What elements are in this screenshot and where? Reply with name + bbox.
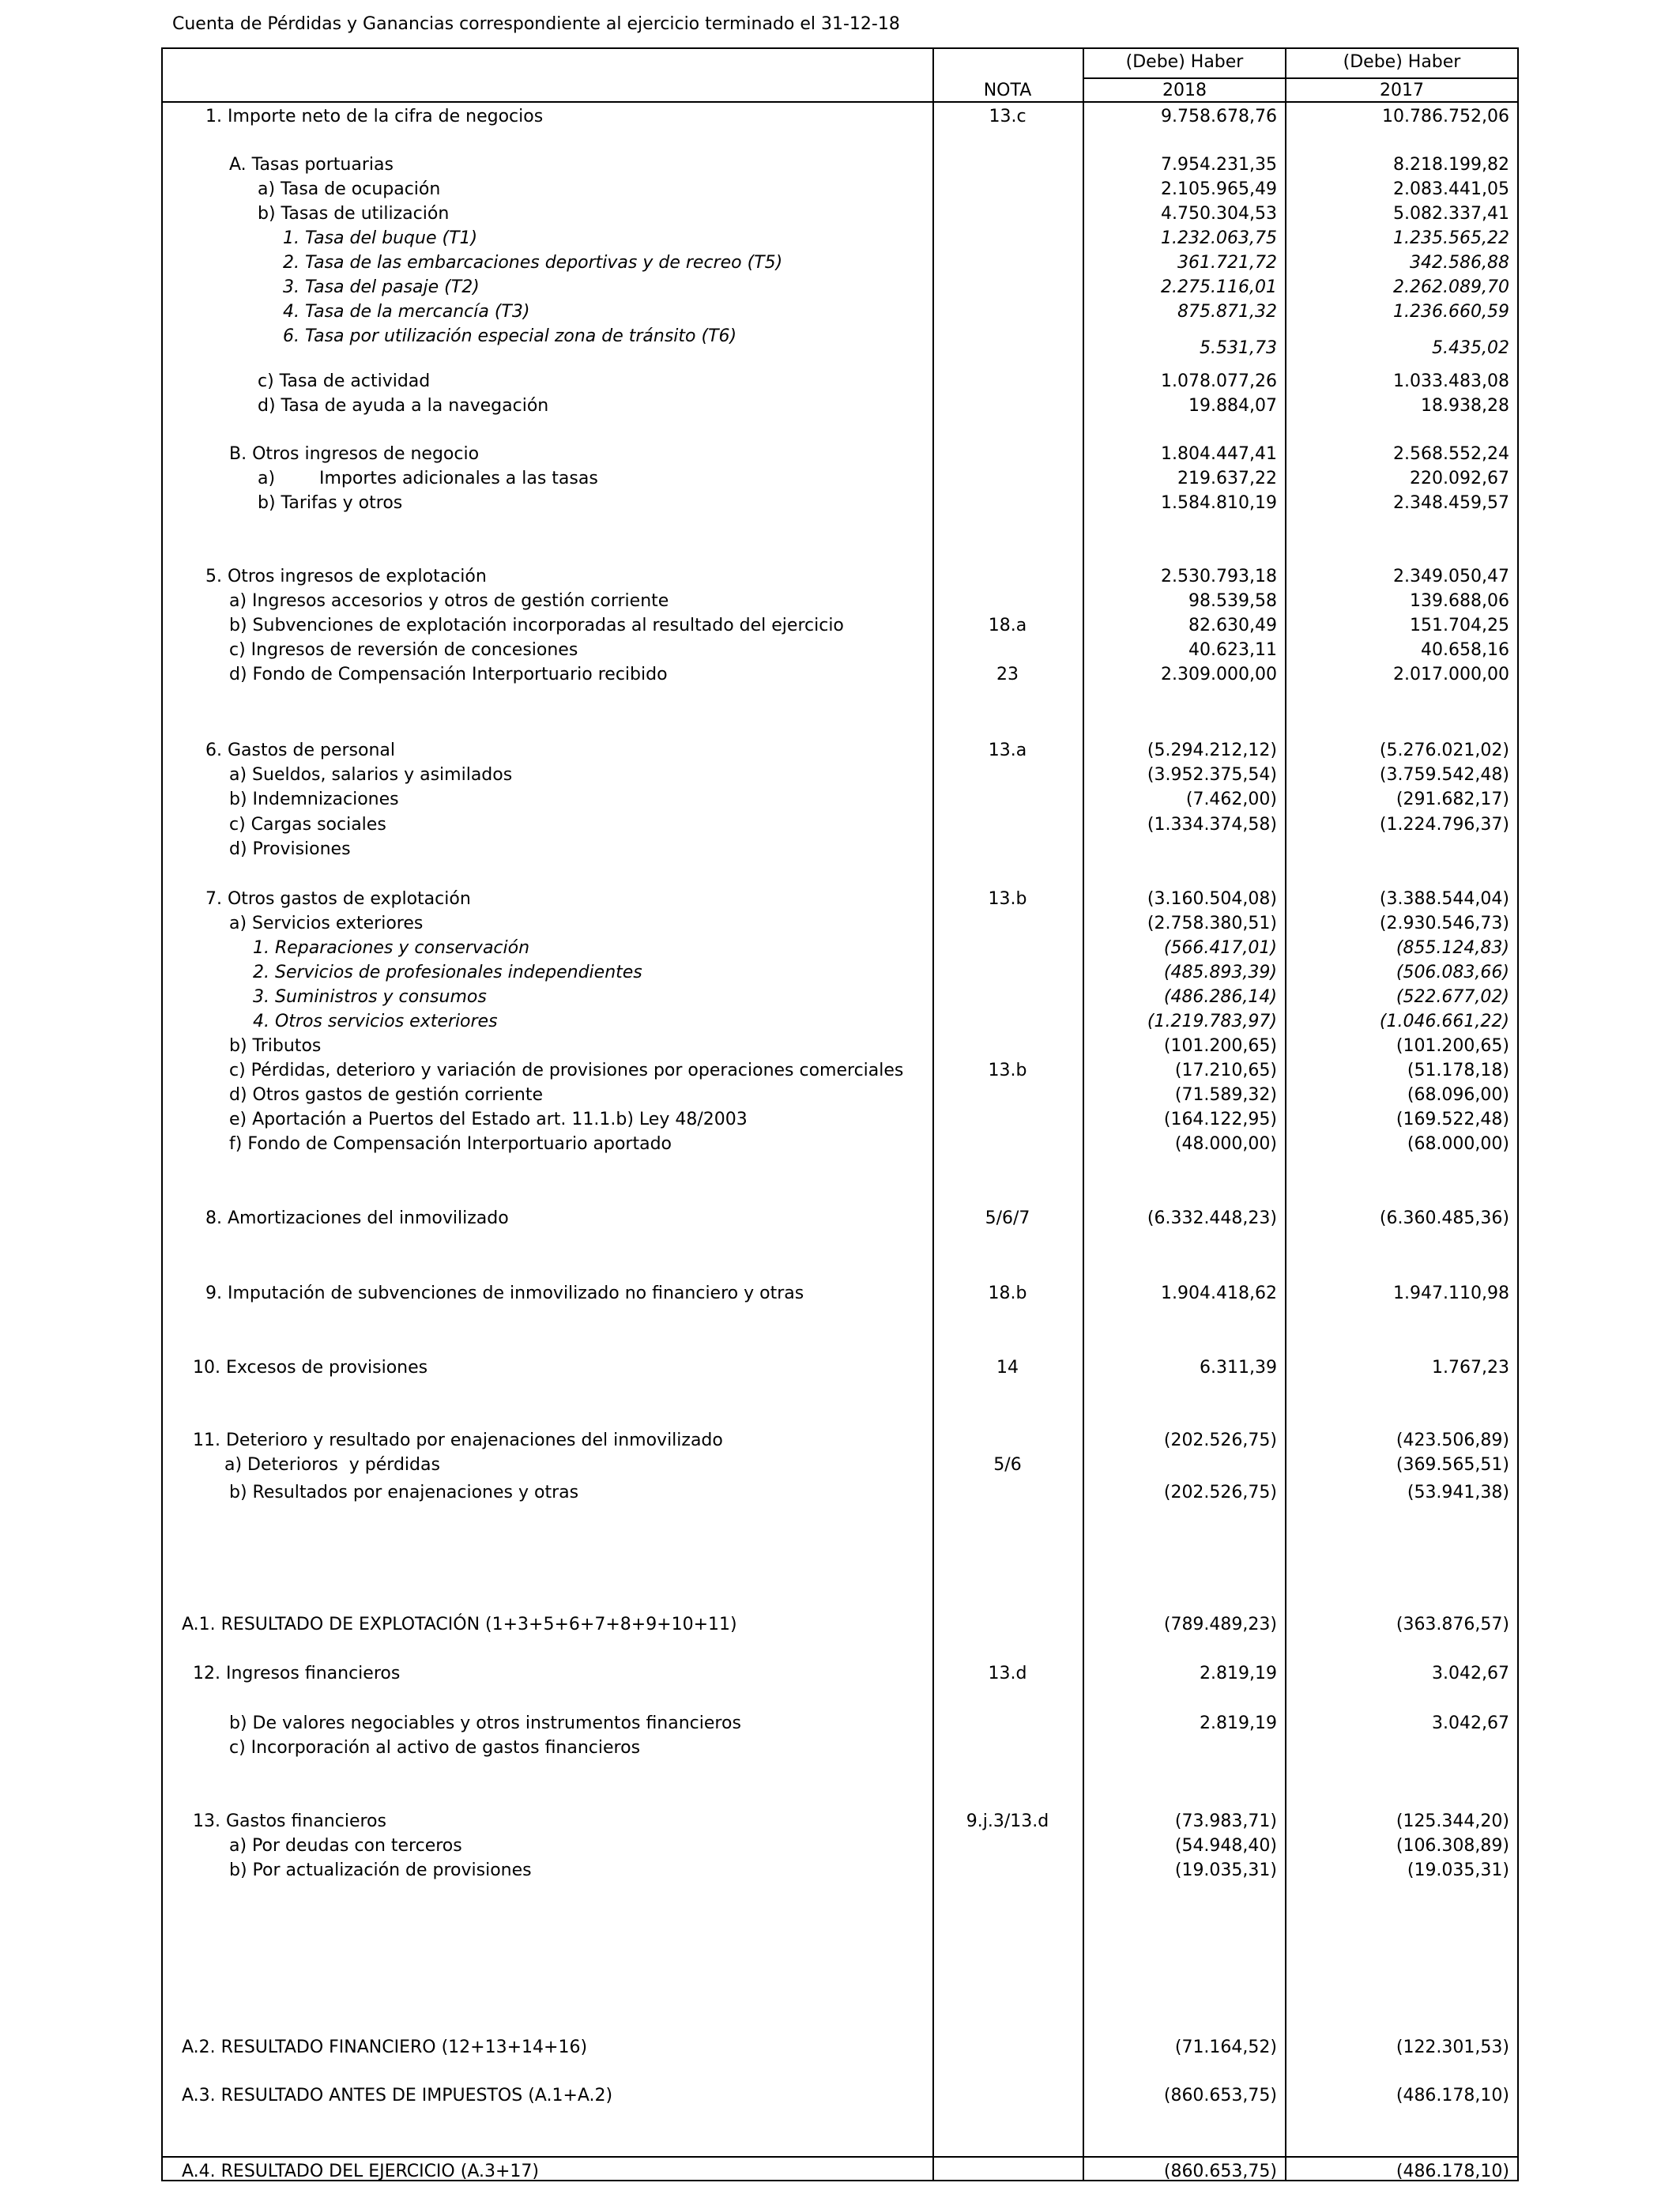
row-value-2017: (68.000,00) bbox=[1407, 1134, 1509, 1154]
table-row bbox=[0, 1282, 1680, 1306]
row-value-2017: 2.083.441,05 bbox=[1393, 179, 1509, 199]
row-value-2017: 3.042,67 bbox=[1432, 1664, 1509, 1683]
row-nota: 23 bbox=[996, 665, 1019, 684]
row-value-2017: 1.767,23 bbox=[1432, 1358, 1509, 1378]
row-value-2017: (1.224.796,37) bbox=[1379, 815, 1509, 835]
table-row bbox=[0, 1084, 1680, 1107]
row-value-2017: 10.786.752,06 bbox=[1382, 107, 1509, 126]
row-value-2018: (48.000,00) bbox=[1174, 1134, 1277, 1154]
row-value-2017: (506.083,66) bbox=[1396, 963, 1509, 982]
table-row bbox=[0, 763, 1680, 787]
row-value-2017: 18.938,28 bbox=[1421, 396, 1509, 416]
row-value-2017: (51.178,18) bbox=[1407, 1061, 1509, 1080]
table-row bbox=[0, 961, 1680, 985]
table-row bbox=[0, 1059, 1680, 1083]
col2018-group-header: (Debe) Haber bbox=[1125, 52, 1244, 72]
row-value-2018: (486.286,14) bbox=[1163, 987, 1277, 1007]
table-row bbox=[0, 1481, 1680, 1505]
row-label: d) Fondo de Compensación Interportuario recibido bbox=[229, 665, 668, 684]
table-row bbox=[0, 1356, 1680, 1380]
row-label: c) Incorporación al activo de gastos financieros bbox=[229, 1738, 641, 1758]
row-value-2018: (3.952.375,54) bbox=[1147, 765, 1277, 785]
nota-header: NOTA bbox=[983, 81, 1032, 100]
row-value-2017: 3.042,67 bbox=[1432, 1713, 1509, 1733]
table-row bbox=[0, 813, 1680, 837]
row-value-2018: 2.105.965,49 bbox=[1161, 179, 1277, 199]
row-label: c) Cargas sociales bbox=[229, 815, 386, 835]
row-label: 1. Tasa del buque (T1) bbox=[283, 228, 478, 248]
table-row bbox=[0, 1453, 1680, 1477]
row-label: a) Deterioros y pérdidas bbox=[224, 1455, 440, 1475]
row-value-2017: 151.704,25 bbox=[1410, 616, 1509, 635]
row-value-2017: 2.349.050,47 bbox=[1393, 567, 1509, 586]
row-value-2017: (68.096,00) bbox=[1407, 1085, 1509, 1105]
table-row bbox=[0, 467, 1680, 491]
row-label: 7. Otros gastos de explotación bbox=[205, 889, 471, 909]
row-label: b) Tarifas y otros bbox=[258, 493, 403, 513]
row-label: a) Ingresos accesorios y otros de gestión corriente bbox=[229, 591, 669, 611]
row-value-2018: (71.164,52) bbox=[1174, 2038, 1277, 2057]
row-label: a) Servicios exteriores bbox=[229, 914, 424, 933]
table-row bbox=[0, 838, 1680, 861]
row-value-2018: (1.219.783,97) bbox=[1147, 1012, 1277, 1031]
row-nota: 13.b bbox=[988, 1061, 1027, 1080]
row-label: 3. Tasa del pasaje (T2) bbox=[283, 277, 480, 297]
row-value-2017: 2.017.000,00 bbox=[1393, 665, 1509, 684]
row-label: A.4. RESULTADO DEL EJERCICIO (A.3+17) bbox=[182, 2162, 539, 2181]
table-row bbox=[0, 663, 1680, 687]
row-label: 8. Amortizaciones del inmovilizado bbox=[205, 1208, 509, 1228]
table-row bbox=[0, 2160, 1680, 2184]
row-value-2017: (522.677,02) bbox=[1396, 987, 1509, 1007]
row-nota: 13.a bbox=[988, 741, 1027, 760]
row-label: b) Tributos bbox=[229, 1036, 322, 1056]
row-nota: 18.b bbox=[988, 1284, 1027, 1303]
row-value-2018: (485.893,39) bbox=[1163, 963, 1277, 982]
row-value-2017: (101.200,65) bbox=[1396, 1036, 1509, 1056]
row-value-2018: 7.954.231,35 bbox=[1161, 155, 1277, 175]
row-value-2018: 1.078.077,26 bbox=[1161, 371, 1277, 391]
row-value-2017: (291.682,17) bbox=[1396, 790, 1509, 809]
row-label: a) Por deudas con terceros bbox=[229, 1836, 462, 1856]
row-nota: 13.c bbox=[989, 107, 1026, 126]
row-label: b) Tasas de utilización bbox=[258, 204, 450, 224]
row-value-2017: (6.360.485,36) bbox=[1379, 1208, 1509, 1228]
row-label: 6. Gastos de personal bbox=[205, 741, 396, 760]
row-value-2018: (1.334.374,58) bbox=[1147, 815, 1277, 835]
row-value-2018: (202.526,75) bbox=[1163, 1431, 1277, 1450]
row-value-2017: 40.658,16 bbox=[1421, 640, 1509, 660]
row-label: B. Otros ingresos de negocio bbox=[229, 444, 480, 464]
row-value-2017: (53.941,38) bbox=[1407, 1483, 1509, 1502]
row-value-2017: 1.235.565,22 bbox=[1393, 228, 1509, 248]
row-value-2018: 2.275.116,01 bbox=[1161, 277, 1277, 297]
row-value-2017: 220.092,67 bbox=[1410, 469, 1509, 488]
row-value-2017: (423.506,89) bbox=[1396, 1431, 1509, 1450]
row-label: 9. Imputación de subvenciones de inmovilizado no financiero y otras bbox=[205, 1284, 804, 1303]
row-value-2017: (855.124,83) bbox=[1396, 938, 1509, 958]
row-label: b) Subvenciones de explotación incorporadas al resultado del ejercicio bbox=[229, 616, 844, 635]
row-nota: 5/6 bbox=[993, 1455, 1022, 1475]
row-value-2017: 1.033.483,08 bbox=[1393, 371, 1509, 391]
row-value-2018: 19.884,07 bbox=[1188, 396, 1277, 416]
row-label: 6. Tasa por utilización especial zona de tránsito (T6) bbox=[283, 326, 737, 346]
row-label: 1. Importe neto de la cifra de negocios bbox=[205, 107, 544, 126]
row-value-2018: 1.804.447,41 bbox=[1161, 444, 1277, 464]
row-label: b) Resultados por enajenaciones y otras bbox=[229, 1483, 579, 1502]
table-row bbox=[0, 394, 1680, 418]
table-row bbox=[0, 1108, 1680, 1132]
row-value-2017: 2.348.459,57 bbox=[1393, 493, 1509, 513]
row-label: 4. Tasa de la mercancía (T3) bbox=[283, 302, 530, 322]
col2017-year-header: 2017 bbox=[1380, 81, 1424, 100]
table-row bbox=[0, 202, 1680, 226]
row-nota: 18.a bbox=[988, 616, 1027, 635]
col2017-group-header: (Debe) Haber bbox=[1343, 52, 1461, 72]
table-row bbox=[0, 443, 1680, 466]
row-value-2018: 1.232.063,75 bbox=[1161, 228, 1277, 248]
table-row bbox=[0, 337, 1680, 360]
row-value-2017: 2.262.089,70 bbox=[1393, 277, 1509, 297]
row-label: b) De valores negociables y otros instrumentos financieros bbox=[229, 1713, 741, 1733]
row-value-2018: 6.311,39 bbox=[1200, 1358, 1277, 1378]
row-value-2017: (486.178,10) bbox=[1396, 2086, 1509, 2105]
row-label: 12. Ingresos financieros bbox=[193, 1664, 401, 1683]
table-row bbox=[0, 2084, 1680, 2108]
row-value-2017: 8.218.199,82 bbox=[1393, 155, 1509, 175]
table-row bbox=[0, 912, 1680, 936]
table-row bbox=[0, 937, 1680, 960]
row-value-2018: (3.160.504,08) bbox=[1147, 889, 1277, 909]
row-value-2018: 2.530.793,18 bbox=[1161, 567, 1277, 586]
row-label: 13. Gastos financieros bbox=[193, 1811, 386, 1831]
table-row bbox=[0, 370, 1680, 394]
row-value-2018: 40.623,11 bbox=[1188, 640, 1277, 660]
row-label: a) Sueldos, salarios y asimilados bbox=[229, 765, 513, 785]
row-nota: 5/6/7 bbox=[985, 1208, 1030, 1228]
row-value-2017: (106.308,89) bbox=[1396, 1836, 1509, 1856]
table-row bbox=[0, 1429, 1680, 1453]
row-value-2017: (1.046.661,22) bbox=[1379, 1012, 1509, 1031]
row-value-2017: (125.344,20) bbox=[1396, 1811, 1509, 1831]
row-label: 11. Deterioro y resultado por enajenaciones del inmovilizado bbox=[193, 1431, 723, 1450]
row-value-2017: (486.178,10) bbox=[1396, 2162, 1509, 2181]
row-value-2017: 139.688,06 bbox=[1410, 591, 1509, 611]
row-value-2018: (54.948,40) bbox=[1174, 1836, 1277, 1856]
row-value-2018: (789.489,23) bbox=[1163, 1615, 1277, 1634]
row-value-2017: (122.301,53) bbox=[1396, 2038, 1509, 2057]
row-nota: 14 bbox=[996, 1358, 1019, 1378]
row-label: c) Ingresos de reversión de concesiones bbox=[229, 640, 578, 660]
row-value-2018: (6.332.448,23) bbox=[1147, 1208, 1277, 1228]
table-row bbox=[0, 1613, 1680, 1637]
row-value-2017: (5.276.021,02) bbox=[1379, 741, 1509, 760]
row-value-2018: (71.589,32) bbox=[1174, 1085, 1277, 1105]
row-label: e) Aportación a Puertos del Estado art. 11.1.b) Ley 48/2003 bbox=[229, 1110, 748, 1129]
row-value-2018: (860.653,75) bbox=[1163, 2086, 1277, 2105]
page-title: Cuenta de Pérdidas y Ganancias correspondiente al ejercicio terminado el 31-12-18 bbox=[172, 14, 900, 34]
row-label: d) Otros gastos de gestión corriente bbox=[229, 1085, 544, 1105]
table-row bbox=[0, 1736, 1680, 1760]
row-value-2017: 5.082.337,41 bbox=[1393, 204, 1509, 224]
row-label: a) Tasa de ocupación bbox=[258, 179, 441, 199]
row-label: b) Por actualización de provisiones bbox=[229, 1860, 532, 1880]
row-value-2018: 2.309.000,00 bbox=[1161, 665, 1277, 684]
table-row bbox=[0, 1834, 1680, 1858]
row-value-2018: 9.758.678,76 bbox=[1161, 107, 1277, 126]
row-value-2018: 361.721,72 bbox=[1177, 253, 1277, 273]
row-label: 2. Tasa de las embarcaciones deportivas y de recreo (T5) bbox=[283, 253, 783, 273]
row-value-2018: 98.539,58 bbox=[1188, 591, 1277, 611]
table-row bbox=[0, 178, 1680, 202]
row-value-2018: (7.462,00) bbox=[1185, 790, 1277, 809]
row-value-2017: 1.236.660,59 bbox=[1393, 302, 1509, 322]
row-value-2017: (169.522,48) bbox=[1396, 1110, 1509, 1129]
row-value-2017: (3.759.542,48) bbox=[1379, 765, 1509, 785]
table-row bbox=[0, 153, 1680, 177]
row-value-2018: 4.750.304,53 bbox=[1161, 204, 1277, 224]
row-value-2018: (101.200,65) bbox=[1163, 1036, 1277, 1056]
table-row bbox=[0, 1662, 1680, 1686]
table-row bbox=[0, 788, 1680, 812]
row-nota: 13.d bbox=[988, 1664, 1027, 1683]
row-value-2018: (164.122,95) bbox=[1163, 1110, 1277, 1129]
row-value-2018: 2.819,19 bbox=[1200, 1713, 1277, 1733]
row-label: c) Pérdidas, deterioro y variación de provisiones por operaciones comerciales bbox=[229, 1061, 904, 1080]
table-row bbox=[0, 2036, 1680, 2060]
row-value-2018: (860.653,75) bbox=[1163, 2162, 1277, 2181]
row-value-2018: (202.526,75) bbox=[1163, 1483, 1277, 1502]
table-row bbox=[0, 639, 1680, 662]
row-label: 3. Suministros y consumos bbox=[253, 987, 487, 1007]
row-label: 2. Servicios de profesionales independientes bbox=[253, 963, 642, 982]
table-row bbox=[0, 251, 1680, 275]
table-row bbox=[0, 1859, 1680, 1883]
row-label: 5. Otros ingresos de explotación bbox=[205, 567, 487, 586]
table-row bbox=[0, 614, 1680, 638]
row-value-2017: (2.930.546,73) bbox=[1379, 914, 1509, 933]
row-label: d) Provisiones bbox=[229, 839, 351, 859]
row-value-2018: 2.819,19 bbox=[1200, 1664, 1277, 1683]
table-row bbox=[0, 1133, 1680, 1156]
table-row bbox=[0, 590, 1680, 613]
table-row bbox=[0, 1010, 1680, 1034]
table-row bbox=[0, 1712, 1680, 1736]
row-label: A. Tasas portuarias bbox=[229, 155, 394, 175]
row-value-2018: 82.630,49 bbox=[1188, 616, 1277, 635]
row-value-2017: (363.876,57) bbox=[1396, 1615, 1509, 1634]
row-label: b) Indemnizaciones bbox=[229, 790, 399, 809]
row-nota: 9.j.3/13.d bbox=[966, 1811, 1049, 1831]
row-value-2017: 342.586,88 bbox=[1410, 253, 1509, 273]
row-value-2018: (73.983,71) bbox=[1174, 1811, 1277, 1831]
row-label: 1. Reparaciones y conservación bbox=[253, 938, 530, 958]
row-value-2018: 1.904.418,62 bbox=[1161, 1284, 1277, 1303]
row-value-2018: 875.871,32 bbox=[1177, 302, 1277, 322]
row-label: 4. Otros servicios exteriores bbox=[253, 1012, 498, 1031]
row-value-2017: 1.947.110,98 bbox=[1393, 1284, 1509, 1303]
row-value-2018: 1.584.810,19 bbox=[1161, 493, 1277, 513]
row-value-2018: (17.210,65) bbox=[1174, 1061, 1277, 1080]
row-label: c) Tasa de actividad bbox=[258, 371, 431, 391]
row-value-2017: (369.565,51) bbox=[1396, 1455, 1509, 1475]
table-row bbox=[0, 105, 1680, 129]
table-row bbox=[0, 986, 1680, 1009]
row-label: A.1. RESULTADO DE EXPLOTACIÓN (1+3+5+6+7+8+9+10+11) bbox=[182, 1615, 737, 1634]
table-row bbox=[0, 739, 1680, 763]
table-row bbox=[0, 1207, 1680, 1231]
row-value-2018: (566.417,01) bbox=[1163, 938, 1277, 958]
table-row bbox=[0, 276, 1680, 300]
row-value-2018: 219.637,22 bbox=[1177, 469, 1277, 488]
row-label: A.2. RESULTADO FINANCIERO (12+13+14+16) bbox=[182, 2038, 588, 2057]
row-label: 10. Excesos de provisiones bbox=[193, 1358, 428, 1378]
row-value-2017: 2.568.552,24 bbox=[1393, 444, 1509, 464]
table-row bbox=[0, 888, 1680, 911]
table-row bbox=[0, 1035, 1680, 1058]
table-row bbox=[0, 300, 1680, 324]
row-value-2018: (19.035,31) bbox=[1174, 1860, 1277, 1880]
table-row bbox=[0, 227, 1680, 251]
row-label: f) Fondo de Compensación Interportuario aportado bbox=[229, 1134, 672, 1154]
col2018-year-header: 2018 bbox=[1162, 81, 1207, 100]
row-value-2017: (3.388.544,04) bbox=[1379, 889, 1509, 909]
row-value-2018: (5.294.212,12) bbox=[1147, 741, 1277, 760]
row-value-2018: (2.758.380,51) bbox=[1147, 914, 1277, 933]
row-value-2017: 5.435,02 bbox=[1432, 338, 1509, 358]
row-label: A.3. RESULTADO ANTES DE IMPUESTOS (A.1+A.2) bbox=[182, 2086, 613, 2105]
table-row bbox=[0, 492, 1680, 515]
table-row bbox=[0, 565, 1680, 589]
row-value-2018: 5.531,73 bbox=[1200, 338, 1277, 358]
row-label: a) Importes adicionales a las tasas bbox=[258, 469, 598, 488]
row-label: d) Tasa de ayuda a la navegación bbox=[258, 396, 549, 416]
table-row bbox=[0, 1810, 1680, 1834]
row-nota: 13.b bbox=[988, 889, 1027, 909]
row-value-2017: (19.035,31) bbox=[1407, 1860, 1509, 1880]
